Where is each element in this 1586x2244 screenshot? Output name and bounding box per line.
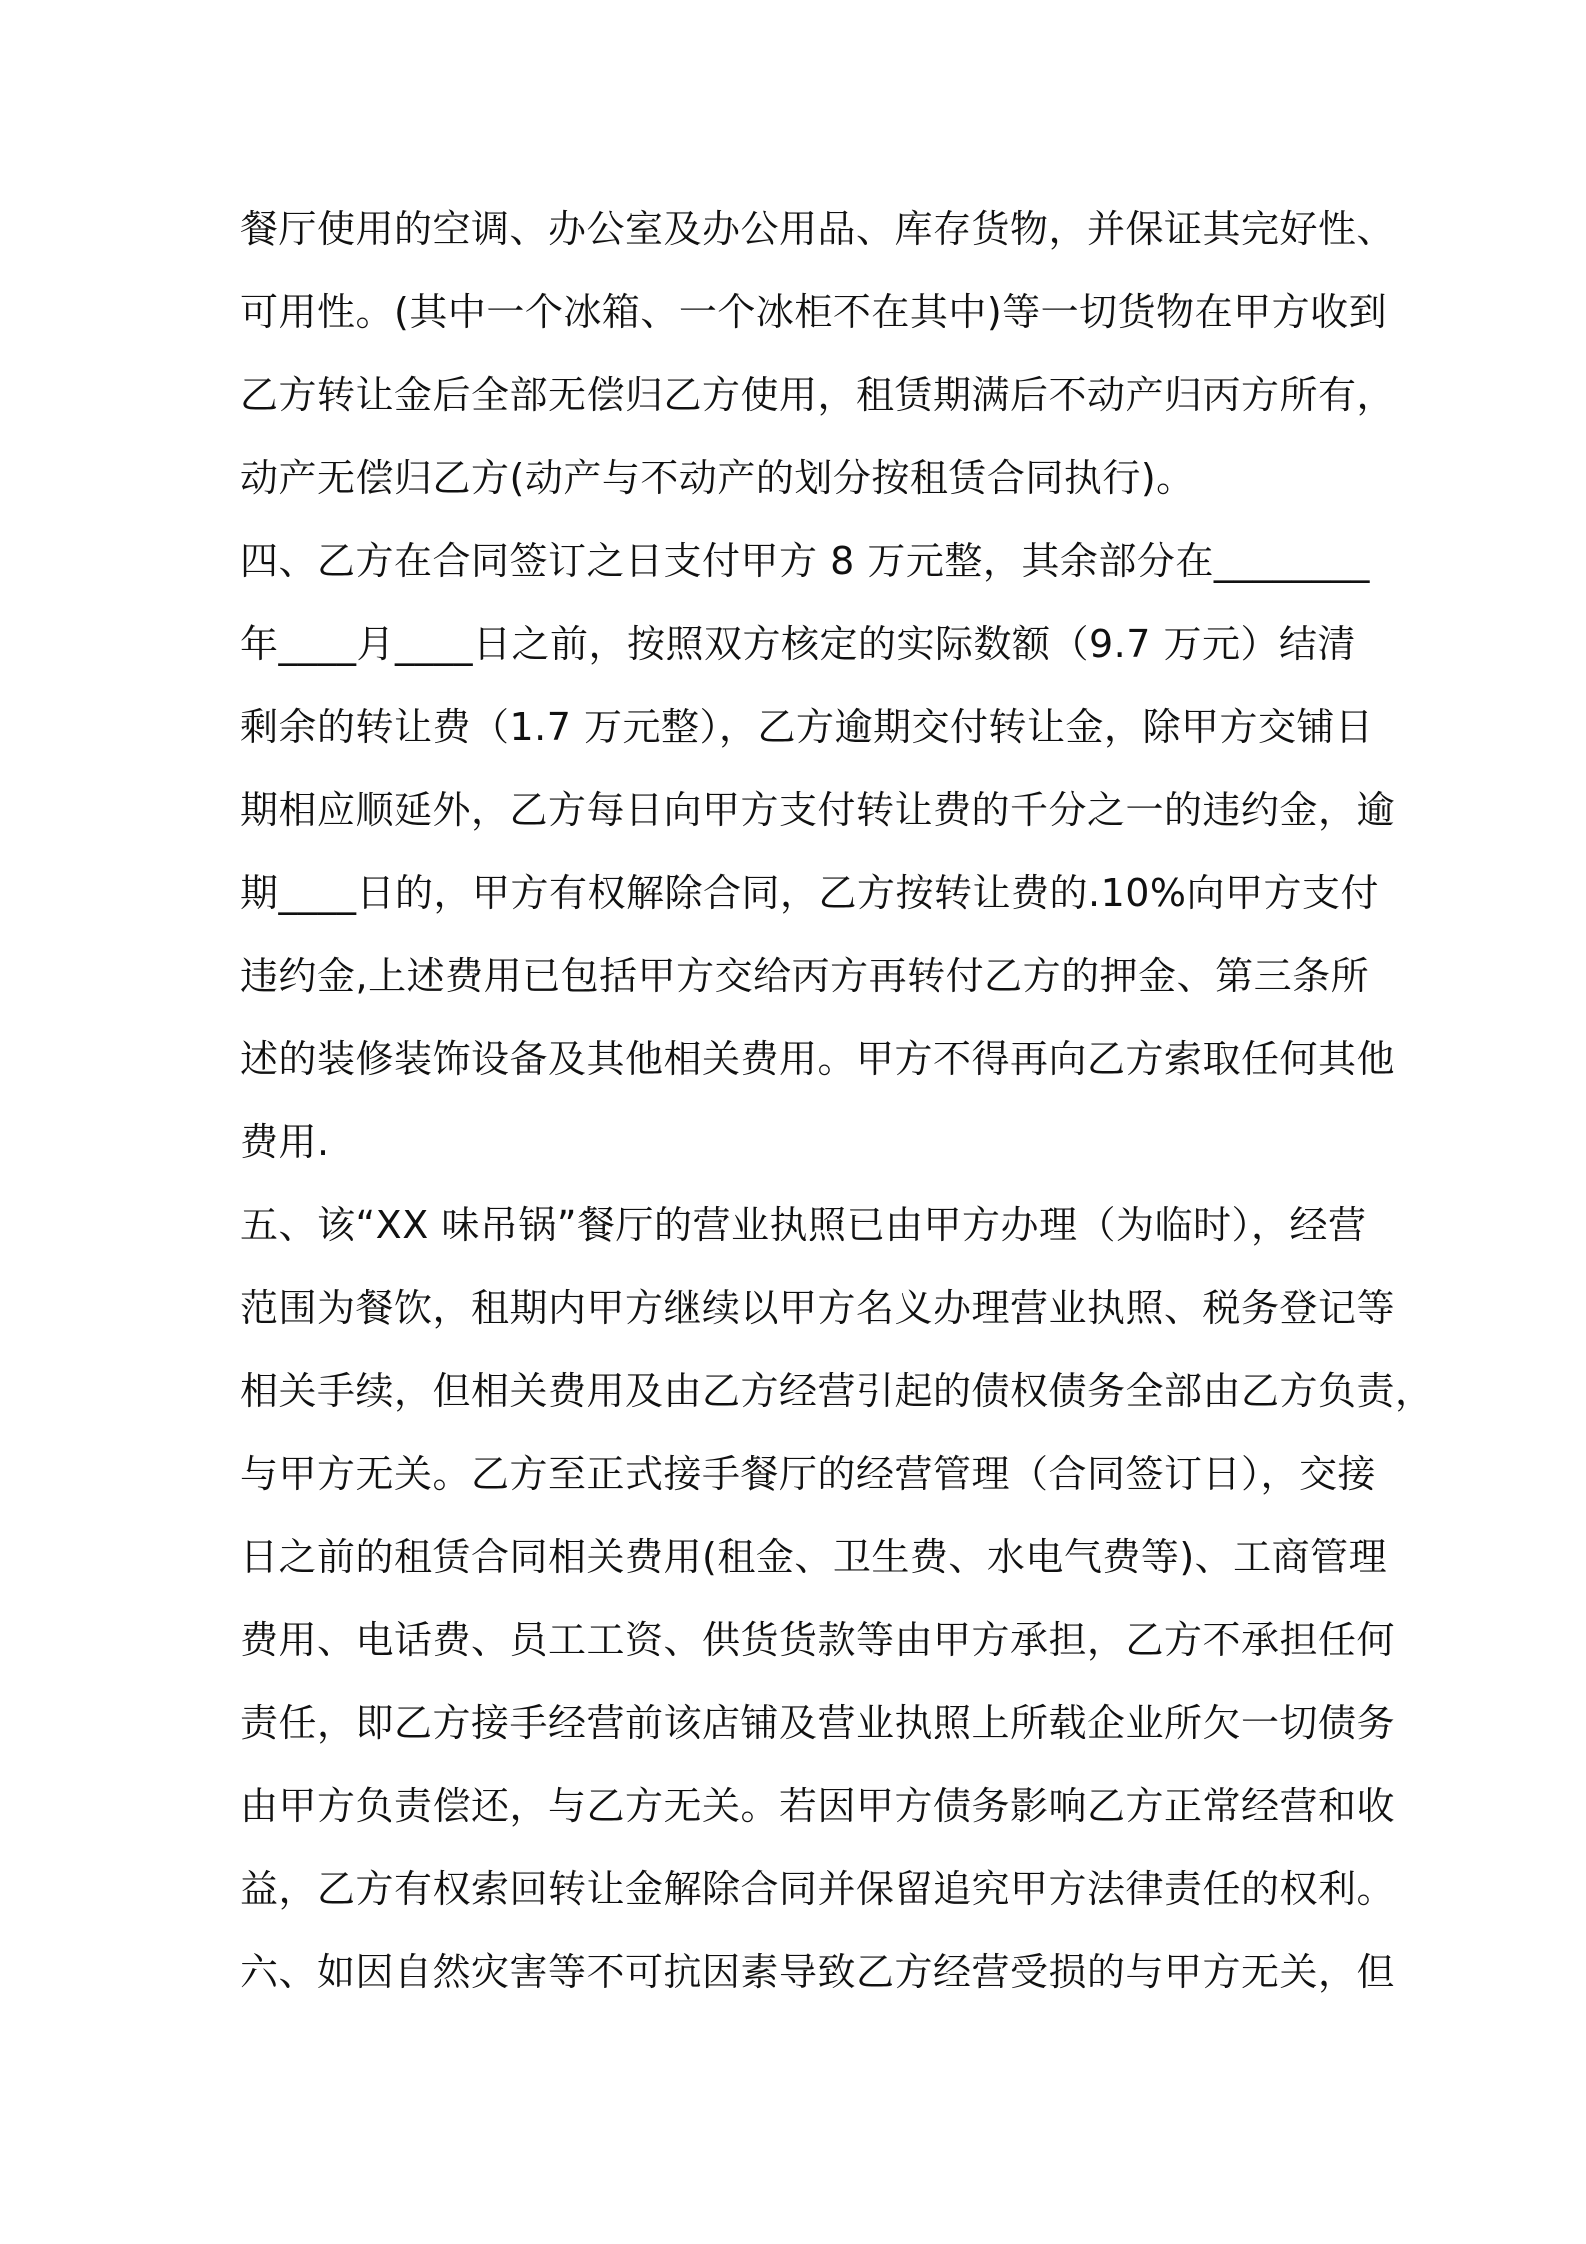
- clause-4-line-6: 违约金,上述费用已包括甲方交给丙方再转付乙方的押金、第三条所: [240, 954, 1370, 998]
- clause-5-line-2: 范围为餐饮，租期内甲方继续以甲方名义办理营业执照、税务登记等: [240, 1286, 1396, 1330]
- clause-4-line-7: 述的装修装饰设备及其他相关费用。甲方不得再向乙方索取任何其他: [240, 1037, 1396, 1081]
- text-line-2: 可用性。(其中一个冰箱、一个冰柜不在其中)等一切货物在甲方收到: [240, 290, 1388, 334]
- clause-5-line-4: 与甲方无关。乙方至正式接手餐厅的经营管理（合同签订日），交接: [240, 1452, 1377, 1496]
- clause-5-line-6: 费用、电话费、员工工资、供货货款等由甲方承担，乙方不承担任何: [240, 1618, 1396, 1662]
- clause-5-line-5: 日之前的租赁合同相关费用(租金、卫生费、水电气费等)、工商管理: [240, 1535, 1388, 1579]
- clause-4-line-5: 期____日的，甲方有权解除合同，乙方按转让费的.10%向甲方支付: [240, 871, 1380, 915]
- clause-4-line-2: 年____月____日之前，按照双方核定的实际数额（9.7 万元）结清: [240, 622, 1357, 666]
- clause-4-line-3: 剩余的转让费（1.7 万元整），乙方逾期交付转让金，除甲方交铺日: [240, 705, 1374, 749]
- clause-5-line-3: 相关手续，但相关费用及由乙方经营引起的债权债务全部由乙方负责，: [240, 1369, 1434, 1413]
- text-line-1: 餐厅使用的空调、办公室及办公用品、库存货物，并保证其完好性、: [240, 207, 1396, 251]
- clause-4-line-1: 四、乙方在合同签订之日支付甲方 8 万元整，其余部分在________: [240, 539, 1370, 583]
- clause-5-line-9: 益，乙方有权索回转让金解除合同并保留追究甲方法律责任的权利。: [240, 1867, 1396, 1911]
- text-line-3: 乙方转让金后全部无偿归乙方使用，租赁期满后不动产归丙方所有，: [240, 373, 1396, 417]
- clause-5-line-1: 五、该“XX 味吊锅”餐厅的营业执照已由甲方办理（为临时），经营: [240, 1203, 1367, 1247]
- clause-6-line-1: 六、如因自然灾害等不可抗因素导致乙方经营受损的与甲方无关，但: [240, 1950, 1396, 1994]
- text-line-4: 动产无偿归乙方(动产与不动产的划分按租赁合同执行)。: [240, 456, 1195, 500]
- clause-5-line-8: 由甲方负责偿还，与乙方无关。若因甲方债务影响乙方正常经营和收: [240, 1784, 1396, 1828]
- contract-text-body: [240, 188, 1434, 2014]
- clause-4-line-8: 费用.: [240, 1120, 330, 1164]
- clause-5-line-7: 责任，即乙方接手经营前该店铺及营业执照上所载企业所欠一切债务: [240, 1701, 1396, 1745]
- clause-4-line-4: 期相应顺延外，乙方每日向甲方支付转让费的千分之一的违约金，逾: [240, 788, 1396, 832]
